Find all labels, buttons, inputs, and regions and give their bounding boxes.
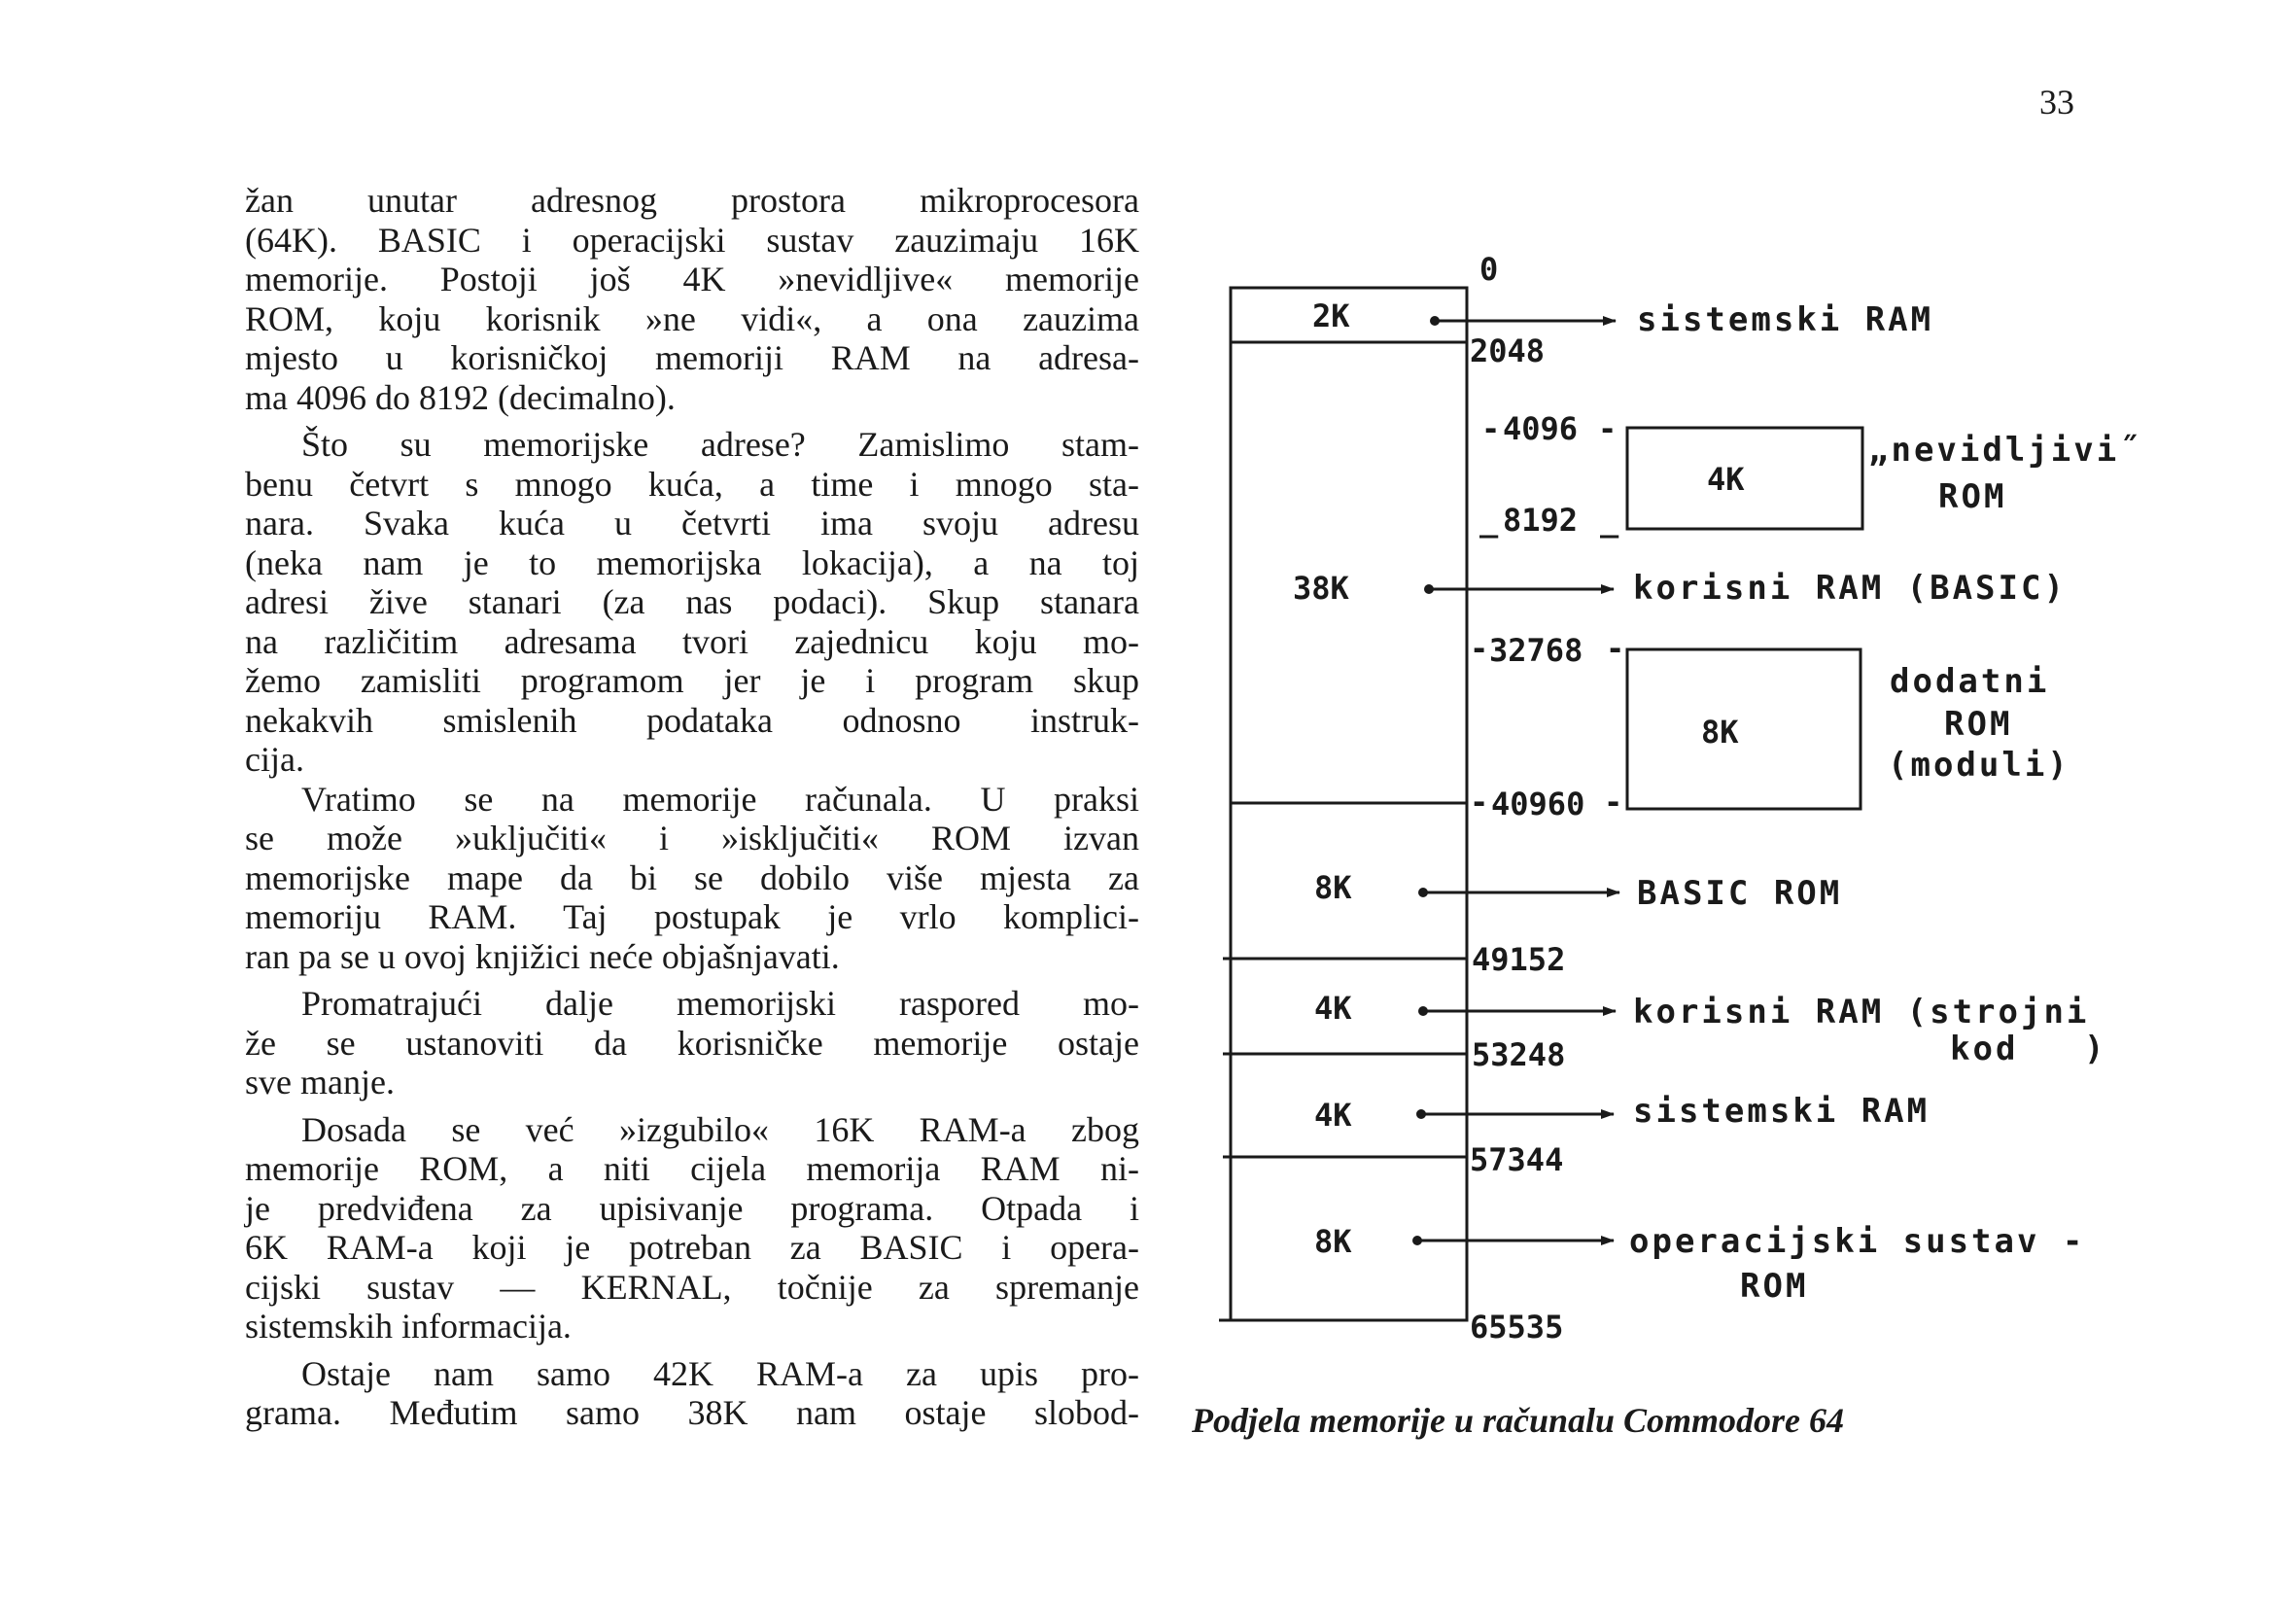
module-rom-box (1627, 649, 1861, 809)
arrow-os-rom (1412, 1236, 1614, 1245)
label-additional: dodatni (1890, 662, 2050, 701)
text-line: mjesto u korisničkoj memoriji RAM na adresa- (245, 338, 1139, 377)
text-line: memorije. Postoji još 4K »nevidljive« memorije (245, 260, 1139, 298)
block-size-4k-sys: 4K (1314, 1097, 1352, 1134)
text-line: nekakvih smislenih podataka odnosno instruk- (245, 700, 1139, 740)
arrow-sys-ram-2 (1416, 1109, 1614, 1119)
text-line: grama. Međutim samo 38K nam ostaje slobod- (245, 1393, 1139, 1432)
page-number: 33 (2039, 83, 2074, 122)
text-line: nara. Svaka kuća u četvrti ima svoju adresu (245, 504, 1139, 542)
text-line: memoriju RAM. Taj postupak je vrlo komplici- (245, 897, 1139, 936)
text-line: na različitim adresama tvori zajednicu koju mo- (245, 621, 1139, 661)
address-8192-dash-right: _ (1600, 502, 1619, 539)
label-user-ram-machine-3: ) (2084, 1030, 2107, 1068)
text-line: (64K). BASIC i operacijski sustav zauzimaju 16K (245, 220, 1139, 260)
address-4096-dash-left: - (1481, 410, 1501, 447)
text-line: Promatrajući dalje memorijski raspored mo- (301, 984, 1139, 1023)
figure-caption: Podjela memorije u računalu Commodore 64 (1192, 1401, 1845, 1440)
address-4096-dash-right: - (1598, 410, 1618, 447)
label-user-ram-machine-2: kod (1950, 1030, 2019, 1068)
block-size-8k-basic: 8K (1314, 869, 1352, 906)
text-line: (neka nam je to memorijska lokacija), a na toj (245, 542, 1139, 582)
label-sys-ram-2: sistemski RAM (1633, 1092, 1931, 1131)
label-basic-rom: BASIC ROM (1637, 874, 1843, 913)
invisible-rom-box (1627, 428, 1862, 529)
label-additional-rom: ROM (1944, 705, 2013, 744)
text-line: cijski sustav — KERNAL, točnije za spremanje (245, 1267, 1139, 1307)
text-line: memorije ROM, a niti cijela memorija RAM ni- (245, 1149, 1139, 1188)
text-line: sistemskih informacija. (245, 1307, 572, 1346)
address-49152: 49152 (1472, 941, 1566, 978)
text-line: že se ustanoviti da korisničke memorije ostaje (245, 1023, 1139, 1063)
arrow-sys-ram-1 (1430, 316, 1616, 326)
address-40960-dash-left: - (1470, 784, 1489, 821)
label-os-1: operacijski sustav - (1629, 1222, 2086, 1261)
address-57344: 57344 (1470, 1141, 1564, 1178)
label-os-2: ROM (1740, 1267, 1809, 1306)
address-32768-dash-left: - (1470, 630, 1489, 667)
block-size-2k: 2K (1312, 297, 1350, 334)
text-line: je predviđena za upisivanje programa. Otpada i (245, 1188, 1139, 1228)
address-32768: 32768 (1489, 632, 1583, 669)
text-line: adresi žive stanari (za nas podaci). Skup stanara (245, 582, 1139, 621)
address-2048: 2048 (1470, 332, 1546, 369)
address-65535: 65535 (1470, 1309, 1564, 1346)
address-0: 0 (1479, 251, 1499, 288)
text-line: Dosada se već »izgubilo« 16K RAM-a zbog (301, 1109, 1139, 1149)
label-sys-ram-1: sistemski RAM (1637, 300, 1934, 339)
text-line: sve manje. (245, 1063, 395, 1101)
text-line: ma 4096 do 8192 (decimalno). (245, 377, 676, 417)
label-user-ram-basic: korisni RAM (BASIC) (1633, 569, 2067, 608)
block-size-4k-user: 4K (1314, 990, 1352, 1027)
label-additional-modules: (moduli) (1888, 746, 2070, 785)
text-line: žan unutar adresnog prostora mikroprocesora (245, 181, 1139, 220)
invisible-rom-size: 4K (1707, 461, 1745, 498)
address-53248: 53248 (1472, 1036, 1566, 1073)
text-line: ran pa se u ovoj knjižici neće objašnjavati. (245, 936, 840, 976)
address-4096: 4096 (1503, 410, 1579, 447)
text-line: 6K RAM-a koji je potreban za BASIC i opera- (245, 1228, 1139, 1267)
text-line: ROM, koju korisnik »ne vidi«, a ona zauzima (245, 298, 1139, 338)
text-line: benu četvrt s mnogo kuća, a time i mnogo sta- (245, 464, 1139, 504)
address-40960: 40960 (1491, 786, 1585, 822)
text-line: Što su memorijske adrese? Zamislimo stam- (301, 425, 1139, 464)
arrow-user-ram-machine (1418, 1006, 1616, 1016)
address-8192: 8192 (1503, 502, 1579, 539)
block-size-38k: 38K (1293, 570, 1349, 607)
label-invisible: „nevidljivi˝ (1868, 431, 2142, 470)
address-8192-dash-left: _ (1479, 502, 1499, 539)
text-line: cija. (245, 740, 304, 779)
arrow-basic-rom (1418, 888, 1619, 897)
label-user-ram-machine-1: korisni RAM (strojni (1633, 993, 2090, 1031)
text-line: Vratimo se na memorije računala. U praksi (301, 779, 1139, 819)
text-line: žemo zamisliti programom jer je i program skup (245, 661, 1139, 700)
text-line: memorijske mape da bi se dobilo više mjesta za (245, 857, 1139, 897)
address-40960-dash-right: - (1604, 784, 1623, 821)
arrow-user-ram-basic (1424, 584, 1614, 594)
label-invisible-rom: ROM (1938, 477, 2007, 516)
text-line: se može »uključiti« i »isključiti« ROM izvan (245, 819, 1139, 857)
block-size-8k-os: 8K (1314, 1223, 1352, 1260)
address-32768-dash-right: - (1606, 630, 1625, 667)
text-line: Ostaje nam samo 42K RAM-a za upis pro- (301, 1353, 1139, 1393)
module-rom-size: 8K (1701, 714, 1739, 751)
